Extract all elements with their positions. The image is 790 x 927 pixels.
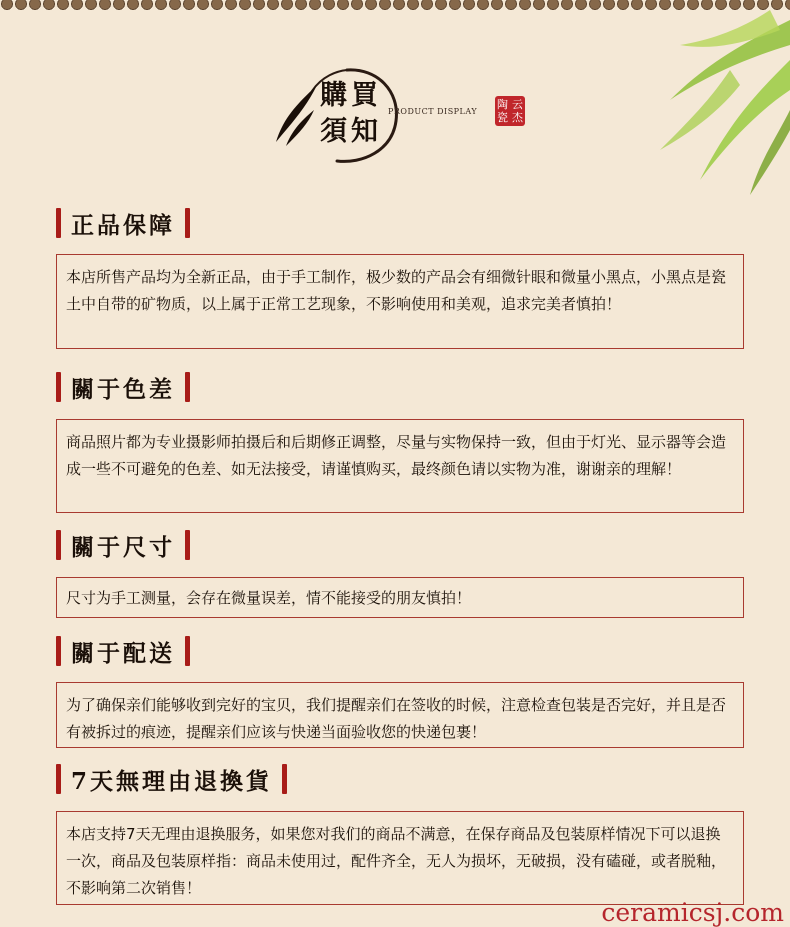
title-line-1: 購買 [320,80,382,111]
section-title-text: 7天無理由退換貨 [71,767,273,795]
seal-char: 杰 [512,111,523,124]
section-body-delivery: 为了确保亲们能够收到完好的宝贝，我们提醒亲们在签收的时候，注意检查包装是否完好，并且是否有被拆过的痕迹，提醒亲们应该与快递当面验收您的快递包裹！ [56,682,744,748]
title-bar-left [56,208,61,238]
page-subtitle: PRODUCT DISPLAY [388,107,478,116]
section-title-size [56,530,190,560]
title-line-2: 須知 [320,116,382,147]
title-bar-left [56,372,61,402]
title-bar-right [185,208,190,238]
section-body-color: 商品照片都为专业摄影师拍摄后和后期修正调整，尽量与实物保持一致，但由于灯光、显示器等会造成一些不可避免的色差、如无法接受，请谨慎购买，最终颜色请以实物为准，谢谢亲的理解！ [56,419,744,513]
section-body-return: 本店支持7天无理由退换服务，如果您对我们的商品不满意，在保存商品及包装原样情况下可以退换一次，商品及包装原样指：商品未使用过，配件齐全，无人为损坏，无破损，没有磕碰，或者脱釉，不影响第二次销售！ [56,811,744,905]
seal-char: 瓷 [497,111,508,124]
seal-char: 陶 [497,98,508,111]
bamboo-leaves-decoration [590,0,790,200]
section-title-color [56,372,190,402]
section-title-text: 正品保障 [71,211,175,239]
section-title-delivery [56,636,190,666]
section-body-genuine: 本店所售产品均为全新正品，由于手工制作，极少数的产品会有细微针眼和微量小黑点，小黑点是瓷土中自带的矿物质，以上属于正常工艺现象，不影响使用和美观，追求完美者慎拍！ [56,254,744,349]
seal-char: 云 [512,98,523,111]
watermark: ceramicsj.com [601,898,784,927]
section-title-text: 關于色差 [71,375,175,403]
section-body-size: 尺寸为手工测量，会存在微量误差，情不能接受的朋友慎拍！ [56,577,744,618]
title-bar-left [56,636,61,666]
title-bar-left [56,530,61,560]
section-title-return [56,764,287,794]
section-title-text: 關于配送 [71,639,175,667]
title-bar-right [185,372,190,402]
page-header [272,66,532,166]
title-bar-right [282,764,287,794]
title-bar-left [56,764,61,794]
section-title-genuine [56,208,190,238]
page-title [320,78,390,150]
bamboo-leaf-icon [272,80,322,150]
section-title-text: 關于尺寸 [71,533,175,561]
title-bar-right [185,636,190,666]
seal-stamp [495,96,525,126]
title-bar-right [185,530,190,560]
